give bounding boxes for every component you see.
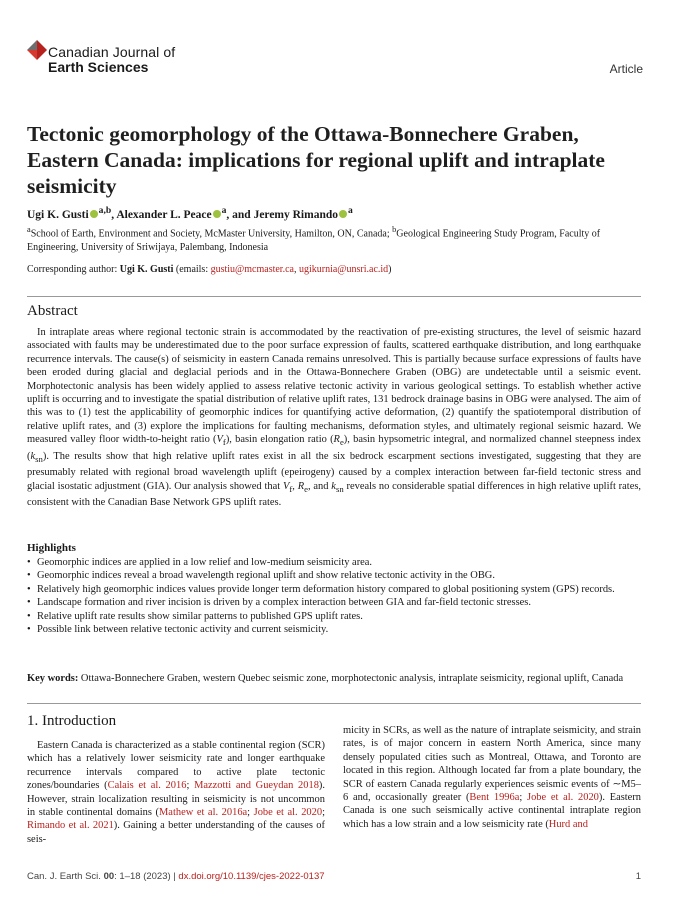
maple-leaf-icon [27,40,47,60]
abstract-text: ), basin hypsometric integral, and normalized channel steepness index ( [27,434,641,462]
author-name[interactable]: Jeremy Rimando [253,208,338,221]
orcid-icon[interactable] [339,210,347,218]
highlight-item: • Geomorphic indices are applied in a low relief and low-medium seismicity area. [27,556,641,569]
footer-text: Can. J. Earth Sci. [27,871,104,882]
section-heading: 1. Introduction [27,713,117,729]
symbol: R [333,434,340,446]
affil-text: School of Earth, Environment and Society, McMaster University, Hamilton, ON, Canada; [30,228,393,240]
footer-citation [27,871,325,882]
abstract-text: ), basin elongation ratio ( [225,434,334,446]
symbol-sub: e [339,437,344,448]
highlights-heading: Highlights [27,542,76,554]
body-text: ). However, strain localization resulting in seismicity is not uncommon in stable continental domains ( [27,780,326,819]
symbol: k [331,480,336,492]
symbol-sub: f [222,437,226,448]
symbol: V [216,434,223,446]
journal-logo [27,40,177,76]
highlight-item: • Relative uplift rate results show similar patterns to published GPS uplift rates. [27,610,641,623]
symbol: V [282,480,290,492]
corresponding-author [27,264,392,275]
keywords-label: Key words: [27,673,79,684]
body-text: ). Eastern Canada is one such seismically active continental intraplate region which has a low strain and a low seismicity rate ( [343,792,641,830]
citation-link[interactable]: Calais et al. 2016 [107,780,187,792]
journal-name-line1: Canadian Journal of [48,44,176,60]
footer-volume: 00 [103,871,115,882]
citation-link[interactable]: Jobe et al. 2020 [253,807,323,819]
divider [27,296,641,297]
highlight-item: • Landscape formation and river incision is driven by a complex interaction between GIA and far-field tectonic stresses. [27,596,641,609]
corresp-sep: , [293,264,299,275]
highlight-item: • Possible link between relative tectonic activity and current seismicity. [27,623,641,636]
footer-text: : 1–18 (2023) | [114,871,179,882]
affil-label: a [27,225,31,234]
abstract-body [27,326,641,510]
corresp-suffix: ) [388,264,392,275]
orcid-icon[interactable] [213,210,221,218]
body-column-left [27,739,325,846]
body-text: micity in SCRs, as well as the nature of intraplate seismicity, and strain rates, is of major concern in eastern North America, since many densely populated cities such as Montreal, Ottawa, and Toronto are located in this region. Although located far from a plate boundary, the SCR of eastern Canada regularly experiences seismic events of ∼M5–6 and, occasionally greater ( [343,725,641,804]
corresp-emails-prefix: (emails: [173,264,211,275]
highlight-item: • Relatively high geomorphic indices values provide longer term deformation history compared to global positioning system (GPS) records. [27,583,641,596]
abstract-text: reveals no considerable spatial differences in high relative uplift rates, consistent with the Canadian Base Network GPS uplift rates. [27,480,641,509]
page-number: 1 [635,871,641,882]
abstract-text: , [292,480,298,492]
abstract-heading: Abstract [27,303,78,319]
citation-link[interactable]: Jobe et al. 2020 [527,792,599,804]
citation-link[interactable]: Hurd and [548,818,588,830]
keywords [27,672,641,685]
article-type-label: Article [609,62,643,76]
abstract-text: , and [307,480,332,492]
corresp-name: Ugi K. Gusti [119,264,174,275]
highlight-item: • Geomorphic indices reveal a broad wavelength regional uplift and show relative tectonic activity in the OBG. [27,569,641,582]
doi-link[interactable]: dx.doi.org/10.1139/cjes-2022-0137 [178,871,325,882]
affil-label: b [392,225,397,234]
journal-name-line2: Earth Sciences [48,59,149,75]
symbol-sub: e [304,483,308,494]
author-name[interactable]: Alexander L. Peace [116,208,212,221]
abstract-text: In intraplate areas where regional tectonic strain is accommodated by the reactivation of pre-existing structures, the level of seismic hazard associated with faults may be underestimated due to the poor surface expression of faults, scattered earthquake distribution, and long earthquake recurrence intervals. The cause(s) of seismicity in eastern Canada remains unresolved. This is partially because surface expressions of faults have been eroded during glacial and deglacial periods and in the Ottawa-Bonnechere Graben (OBG) are undetectable until a seismic event. Morphotectonic analysis has been widely applied to assess relative tectonic activity in various geological settings. To establish whether active uplift is occurring and to investigate the spatial distribution of relative uplift rates, 131 bedrock drainage basins in OBG were analysed. The aim of this was to (1) test the applicability of geomorphic indices for quantifying active deformation, (2) quantify the spatiotemporal distribution of relative uplift rates, and (3) explore the implications for faulting mechanisms, deformation styles, and ultimately regional seismic hazard. We measured valley floor width-to-height ratio ( [27,327,641,446]
author-affil-sup: a [221,205,227,216]
body-text: ). Gaining a better understanding of the causes of seis- [27,820,325,845]
corresp-prefix: Corresponding author: [27,264,120,275]
body-text: ; [322,807,325,819]
citation-link[interactable]: Mathew et al. 2016a [159,807,248,819]
email-link[interactable]: gustiu@mcmaster.ca [210,264,294,275]
symbol-sub: sn [335,483,344,494]
author-separator: , and [226,208,254,221]
affiliations [27,223,647,255]
symbol-sub: sn [35,453,43,464]
body-text: ; [186,780,195,792]
citation-link[interactable]: Rimando et al. 2021 [27,820,114,832]
symbol-sub: f [289,483,293,494]
author-affil-sup: a [348,205,353,216]
symbol: R [297,480,305,492]
orcid-icon[interactable] [90,210,98,218]
highlights-list [27,556,641,636]
symbol: k [30,450,36,462]
abstract-text: ). The results show that high relative uplift rates exist in all the six bedrock escarpment sections investigated, suggesting that they are presumably related with regional broad wavelength uplift (epeirogeny) caused by a complex interaction between far-field tectonic stress and glacial isostatic adjustment (GIA). Our analysis showed that [27,450,641,492]
affil-text: Geological Engineering Study Program, Faculty of Engineering, University of Sriwijaya, Palembang, Indonesia [27,228,601,254]
citation-link[interactable]: Mazzotti and Gueydan 2018 [194,780,319,792]
body-text: ; [519,792,528,804]
body-text: Eastern Canada is characterized as a stable continental region (SCR) which has a relatively lower seismicity rate and longer earthquake recurrence intervals compared to active plate tectonic zones/boundaries ( [27,740,325,792]
paper-title: Tectonic geomorphology of the Ottawa-Bonnechere Graben, Eastern Canada: implications for regional uplift and intraplate seismicity [27,122,605,198]
divider [27,703,641,704]
author-separator: , [111,208,117,221]
citation-link[interactable]: Bent 1996a [469,792,520,804]
body-column-right [343,724,641,831]
author-list [27,205,353,221]
keywords-text: Ottawa-Bonnechere Graben, western Quebec seismic zone, morphotectonic analysis, intraplate seismicity, regional uplift, Canada [78,673,624,684]
author-name[interactable]: Ugi K. Gusti [27,208,89,221]
body-text: ; [247,807,254,819]
author-affil-sup: a,b [98,205,112,216]
email-link[interactable]: ugikurnia@unsri.ac.id [298,264,389,275]
